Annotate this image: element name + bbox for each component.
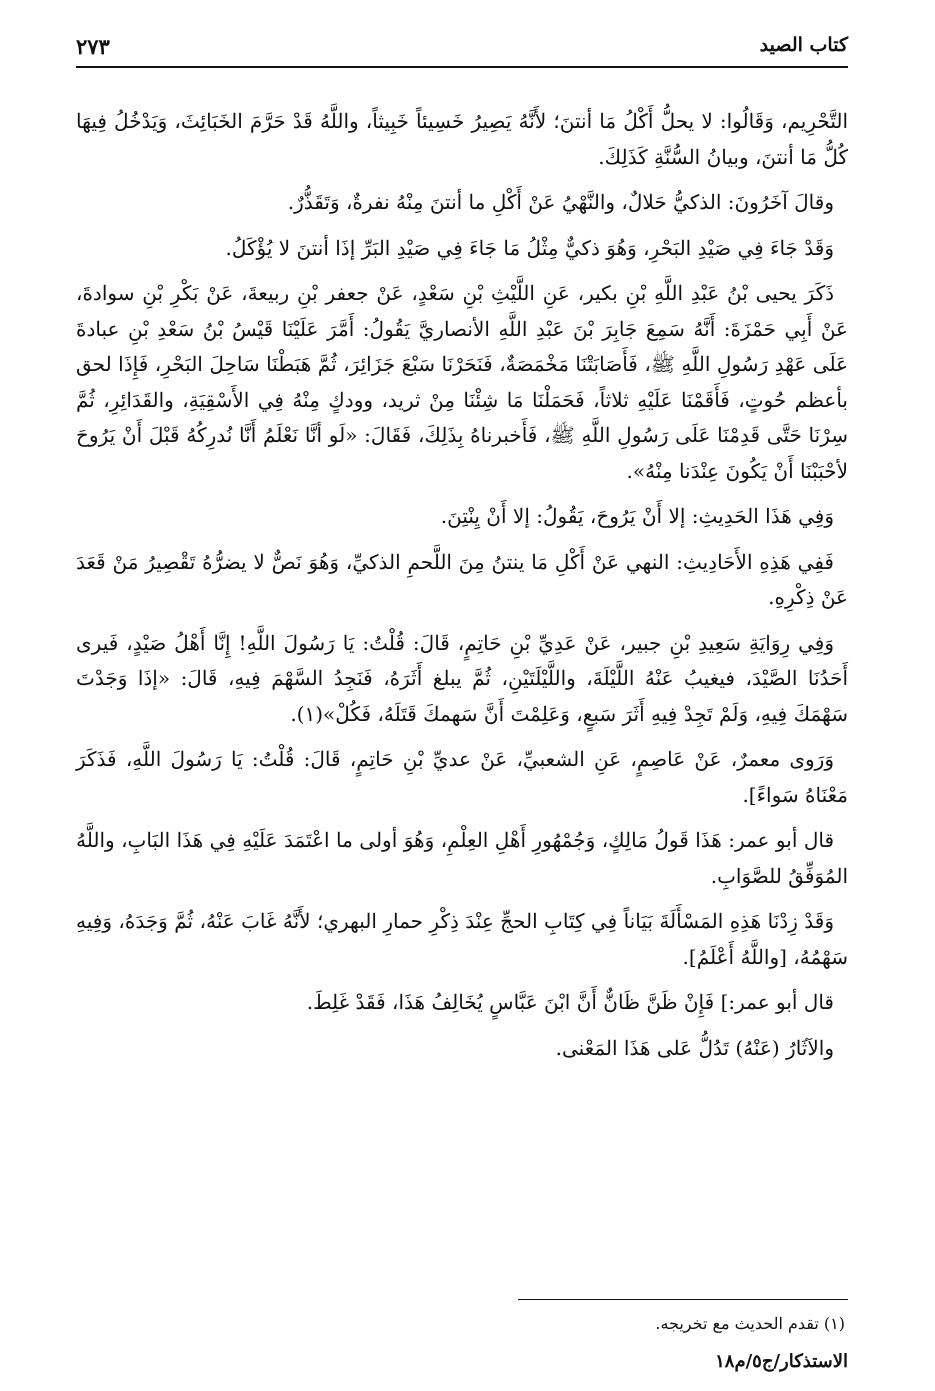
paragraph: قال أبو عمر:] فَإِنْ ظَنَّ ظَانٌّ أَنَّ ابْنَ عَبَّاسٍ يُخَالِفُ هَذَا، فَقَدْ غَلِطَ. bbox=[306, 990, 834, 1014]
book-title: كتاب الصيد bbox=[759, 34, 848, 56]
footer-signature: الاستذكار/ج٥/م١٨ bbox=[715, 1351, 848, 1372]
paragraph: والآثَارُ (عَنْهُ) تَدُلُّ عَلى هَذَا المَعْنى. bbox=[555, 1035, 834, 1060]
footnote-rule bbox=[518, 1299, 848, 1300]
paragraph: وَفِي هَذَا الحَدِيثِ: إلا أَنْ يَرُوحَ، يَقُولُ: إلا أَنْ يِنْتِنَ. bbox=[440, 504, 834, 528]
paragraph: وَفِي رِوَايَةِ سَعِيدِ بْنِ جبير، عَنْ عَدِيِّ بْنِ حَاتِمٍ، قَالَ: قُلْتُ: يَا رَسُولَ اللَّهِ! إِنَّا أَهْلُ صَيْدٍ، فَيرى أَحَدُنَا الصَّيْدَ، فيغيبُ عَنْهُ اللَّيْلَةَ، واللَّيْلَتَيْنِ، ثُمَّ يبلغ أَثَرَهُ، فَنَجِدُ السَّهْمَ فِيهِ، قَالَ: «إذَا وَجَدْتَ سَهْمَكَ فِيهِ، وَلَمْ تَجِدْ فِيهِ أَثَرَ سَبعٍ، وَعَلِمْتَ أَنَّ سَهمكَ قَتَلَهُ، فَكُلْ»(١). bbox=[76, 630, 848, 726]
paragraph: وَقَدْ زِدْنَا هَذِهِ المَسْأَلَةَ بَيَاناً فِي كِتَابِ الحجِّ عِنْدَ ذِكْرِ حمارِ البهري؛ لأَنَّهُ غَابَ عَنْهُ، ثُمَّ وَجَدَهُ، وَفِيهِ سَهْمُهُ، [واللَّهُ أَعْلَمُ]. bbox=[76, 909, 848, 969]
paragraph: وقالَ آخَرُونَ: الذكيُّ حَلالٌ، والنَّهْيُ عَنْ أَكْلِ ما أنتنَ مِنْهُ نفرةٌ، وَتَقَذُّرٌ. bbox=[287, 190, 834, 214]
paragraph: فَفِي هَذِهِ الأَحَادِيثِ: النهي عَنْ أَكْلِ مَا ينتنُ مِنَ اللَّحمِ الذكيِّ، وَهُوَ نَصٌّ لا يضرُّهُ تَقْصِيرُ مَنْ قَعَدَ عَنْ ذِكْرِهِ. bbox=[76, 549, 848, 609]
paragraph: ذَكَرَ يحيى بْنُ عَبْدِ اللَّهِ بْنِ بكير، عَنِ اللَّيْثِ بْنِ سَعْدٍ، عَنْ جعفر بْنِ ربيعةَ، عَنْ بَكْرِ بْنِ سوادةَ، عَنْ أَبِي حَمْزَةَ: أَنَّهُ سَمِعَ جَابِرَ بْنَ عَبْدِ اللَّهِ الأنصاريَّ يَقُولُ: أَمَّرَ عَلَيْنَا قَيْسُ بْنُ سَعْدِ بْنِ عبادةَ عَلَى عَهْدِ رَسُولِ اللَّهِ ﷺ، فَأَصَابَتْنَا مَخْمَصَةٌ، فَنَحَرْنَا سَبْعَ جَزَائِرَ، ثُمَّ هَبَطْنَا سَاحِلَ البَحْرِ، فَإِذَا لحق بأعظم حُوتٍ، فَأَقَمْنَا عَلَيْهِ ثلاثاً، فَحَمَلْنَا مَا شِئْنَا مِنْ ثريد، وودكٍ مِنْهُ فِي الأَسْقِيَةِ، والقَدَائِرِ، ثُمَّ سِرْنَا حَتَّى قَدِمْنَا عَلَى رَسُولِ اللَّهِ ﷺ، فَأَخبرناهُ بِذَلِكَ، فَقَالَ: «لَو أنَّا نَعْلَمُ أَنَّا نُدرِكُهُ قَبْلَ أَنْ يَرُوحَ لأحْبَبْنَا أَنْ يَكُونَ عِنْدَنا مِنْهُ». bbox=[76, 281, 848, 483]
paragraph: وَقَدْ جَاءَ فِي صَيْدِ البَحْرِ، وَهُوَ ذكيٌّ مِثْلُ مَا جَاءَ فِي صَيْدِ البَرِّ إذَا أنتنَ لا يُؤْكَلُ. bbox=[225, 235, 834, 260]
page-number: ٢٧٣ bbox=[76, 34, 110, 59]
main-text bbox=[76, 104, 848, 1076]
running-header bbox=[76, 34, 848, 70]
paragraph: قال أبو عمر: هَذَا قَولُ مَالِكٍ، وَجُمْهُورِ أَهْلِ العِلْمِ، وَهُوَ أولى ما اعْتَمَدَ عَلَيْهِ فِي هَذَا البَابِ، واللَّهُ المُوَفِّقُ للصَّوَابِ. bbox=[76, 828, 848, 888]
footnote: (١) تقدم الحديث مع تخريجه. bbox=[655, 1314, 845, 1333]
paragraph: وَرَوى معمرٌ، عَنْ عَاصِمٍ، عَنِ الشعبيِّ، عَنْ عديِّ بْنِ حَاتِمٍ، قَالَ: قُلْتُ: يَا رَسُولَ اللَّهِ، فَذَكَرَ مَعْنَاهُ سَواءً]. bbox=[76, 747, 848, 807]
paragraph: التَّحْرِيم، وَقَالُوا: لا يحلُّ أَكْلُ مَا أنتنَ؛ لأَنَّهُ يَصِيرُ خَسِيئاً خَبِيثاً، واللَّهُ قَدْ حَرَّمَ الخَبَائِثَ، وَيَدْخُلُ فِيهَا كُلُّ مَا أنتنَ، وبيانُ السُّنَّةِ كَذَلِكَ. bbox=[76, 109, 848, 169]
header-rule bbox=[76, 66, 848, 68]
